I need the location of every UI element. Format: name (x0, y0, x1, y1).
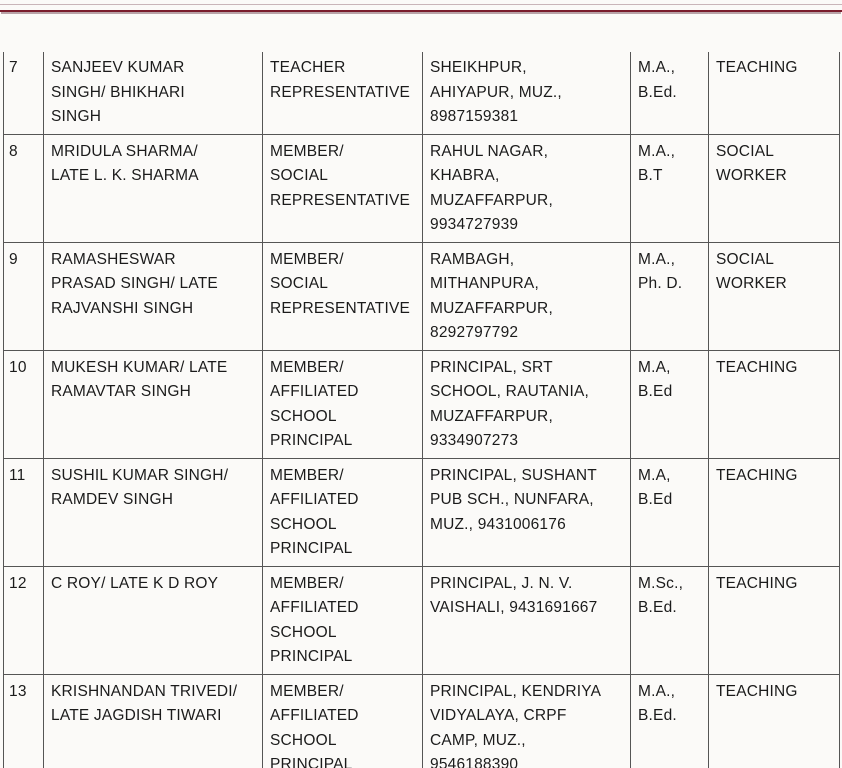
serial-number-cell (4, 52, 44, 134)
address-cell (423, 134, 631, 242)
address-line: VAISHALI, 9431691667 (430, 599, 598, 616)
address-cell (423, 52, 631, 134)
name-line: RAJVANSHI SINGH (51, 299, 194, 317)
occupation-cell (709, 52, 840, 134)
occupation-line: TEACHING (716, 59, 798, 76)
serial-number: 9 (9, 250, 18, 268)
address-cell (423, 458, 631, 566)
qualification-line: B.T (638, 167, 663, 184)
qualification-line: M.A., (638, 59, 676, 76)
name-line: RAMAVTAR SINGH (51, 383, 192, 400)
qualification-cell (631, 52, 709, 134)
address-line: MUZAFFARPUR, (430, 407, 553, 425)
table-row (4, 674, 840, 768)
name-cell (44, 242, 263, 350)
address-line: PRINCIPAL, SUSHANT (430, 466, 597, 484)
occupation-line: SOCIAL (716, 250, 775, 268)
address-line: RAHUL NAGAR, (430, 142, 549, 160)
occupation-line: TEACHING (716, 574, 798, 592)
occupation-line: SOCIAL (716, 142, 775, 160)
address-line: VIDYALAYA, CRPF (430, 707, 567, 724)
members-table-body (4, 52, 840, 768)
occupation-cell (709, 350, 840, 458)
qualification-line: Ph. D. (638, 275, 683, 292)
address-line: MUZ., 9431006176 (430, 515, 566, 533)
designation-line: AFFILIATED (270, 599, 359, 616)
name-line: MRIDULA SHARMA/ (51, 142, 198, 160)
name-line: LATE JAGDISH TIWARI (51, 707, 222, 724)
address-line: 9934727939 (430, 216, 519, 233)
occupation-line: WORKER (716, 167, 787, 184)
designation-line: SCHOOL (270, 407, 337, 425)
qualification-cell (631, 566, 709, 674)
occupation-cell (709, 242, 840, 350)
name-line: LATE L. K. SHARMA (51, 167, 199, 184)
designation-line: SCHOOL (270, 731, 337, 749)
qualification-line: B.Ed (638, 491, 673, 508)
occupation-line: TEACHING (716, 466, 798, 484)
address-line: 9334907273 (430, 432, 519, 449)
qualification-cell (631, 134, 709, 242)
designation-line: SOCIAL (270, 275, 329, 292)
designation-line: REPRESENTATIVE (270, 83, 411, 101)
serial-number-cell (4, 350, 44, 458)
serial-number: 7 (9, 59, 18, 76)
table-row (4, 242, 840, 350)
designation-line: PRINCIPAL (270, 540, 353, 557)
designation-cell (263, 242, 423, 350)
qualification-line: M.Sc., (638, 574, 684, 592)
serial-number: 12 (9, 574, 27, 592)
serial-number-cell (4, 674, 44, 768)
name-line: RAMDEV SINGH (51, 491, 174, 508)
serial-number-cell (4, 458, 44, 566)
qualification-line: B.Ed (638, 383, 673, 400)
designation-line: MEMBER/ (270, 250, 344, 268)
designation-cell (263, 134, 423, 242)
address-line: PRINCIPAL, J. N. V. (430, 574, 573, 592)
designation-line: SCHOOL (270, 623, 337, 641)
serial-number: 11 (9, 466, 26, 484)
address-line: RAMBAGH, (430, 250, 515, 268)
address-line: AHIYAPUR, MUZ., (430, 83, 562, 101)
table-row (4, 52, 840, 134)
serial-number-cell (4, 242, 44, 350)
table-row (4, 134, 840, 242)
qualification-line: B.Ed. (638, 599, 677, 616)
address-cell (423, 350, 631, 458)
serial-number: 8 (9, 142, 18, 160)
name-line: C ROY/ LATE K D ROY (51, 574, 219, 592)
address-line: SCHOOL, RAUTANIA, (430, 383, 589, 400)
designation-line: MEMBER/ (270, 574, 344, 592)
name-cell (44, 52, 263, 134)
table-row (4, 350, 840, 458)
designation-line: PRINCIPAL (270, 432, 353, 449)
designation-cell (263, 52, 423, 134)
qualification-line: M.A., (638, 142, 676, 160)
address-line: KHABRA, (430, 167, 500, 184)
address-line: CAMP, MUZ., (430, 731, 526, 749)
address-line: MITHANPURA, (430, 275, 539, 292)
name-cell (44, 458, 263, 566)
occupation-cell (709, 674, 840, 768)
designation-cell (263, 566, 423, 674)
designation-line: REPRESENTATIVE (270, 299, 411, 317)
address-line: SHEIKHPUR, (430, 59, 527, 76)
designation-line: AFFILIATED (270, 707, 359, 724)
name-cell (44, 134, 263, 242)
name-cell (44, 350, 263, 458)
designation-cell (263, 458, 423, 566)
name-line: KRISHNANDAN TRIVEDI/ (51, 682, 238, 700)
address-cell (423, 566, 631, 674)
designation-line: MEMBER/ (270, 466, 344, 484)
name-cell (44, 566, 263, 674)
qualification-line: M.A., (638, 682, 676, 700)
address-line: 8292797792 (430, 324, 519, 341)
name-line: RAMASHESWAR (51, 250, 176, 268)
qualification-line: M.A, (638, 358, 671, 376)
name-line: SINGH (51, 108, 102, 125)
designation-cell (263, 674, 423, 768)
qualification-cell (631, 350, 709, 458)
name-line: SANJEEV KUMAR (51, 59, 185, 76)
occupation-line: WORKER (716, 275, 787, 292)
designation-line: SOCIAL (270, 167, 329, 184)
serial-number: 10 (9, 358, 27, 376)
address-line: 9546188390 (430, 756, 519, 768)
qualification-line: M.A, (638, 466, 671, 484)
designation-line: AFFILIATED (270, 491, 359, 508)
serial-number-cell (4, 134, 44, 242)
designation-line: SCHOOL (270, 515, 337, 533)
name-line: PRASAD SINGH/ LATE (51, 275, 218, 292)
serial-number: 13 (9, 682, 27, 700)
designation-line: MEMBER/ (270, 358, 344, 376)
address-line: 8987159381 (430, 108, 519, 125)
address-line: PRINCIPAL, SRT (430, 358, 553, 376)
designation-line: MEMBER/ (270, 682, 344, 700)
address-line: PRINCIPAL, KENDRIYA (430, 682, 602, 700)
designation-line: AFFILIATED (270, 383, 359, 400)
qualification-line: M.A., (638, 250, 676, 268)
page-top-border (0, 0, 842, 12)
occupation-cell (709, 134, 840, 242)
name-cell (44, 674, 263, 768)
qualification-cell (631, 242, 709, 350)
address-line: MUZAFFARPUR, (430, 299, 553, 317)
occupation-line: TEACHING (716, 682, 798, 700)
name-line: SINGH/ BHIKHARI (51, 83, 185, 101)
address-cell (423, 674, 631, 768)
designation-cell (263, 350, 423, 458)
designation-line: MEMBER/ (270, 142, 344, 160)
designation-line: PRINCIPAL (270, 648, 353, 665)
members-table (3, 52, 840, 768)
table-row (4, 458, 840, 566)
designation-line: REPRESENTATIVE (270, 191, 411, 209)
designation-line: PRINCIPAL (270, 756, 353, 768)
qualification-line: B.Ed. (638, 83, 677, 101)
serial-number-cell (4, 566, 44, 674)
name-line: MUKESH KUMAR/ LATE (51, 358, 228, 376)
table-row (4, 566, 840, 674)
qualification-cell (631, 458, 709, 566)
occupation-cell (709, 458, 840, 566)
qualification-cell (631, 674, 709, 768)
address-line: MUZAFFARPUR, (430, 191, 553, 209)
designation-line: TEACHER (270, 59, 346, 76)
address-line: PUB SCH., NUNFARA, (430, 491, 594, 508)
address-cell (423, 242, 631, 350)
occupation-cell (709, 566, 840, 674)
qualification-line: B.Ed. (638, 707, 677, 724)
name-line: SUSHIL KUMAR SINGH/ (51, 466, 229, 484)
occupation-line: TEACHING (716, 358, 798, 376)
